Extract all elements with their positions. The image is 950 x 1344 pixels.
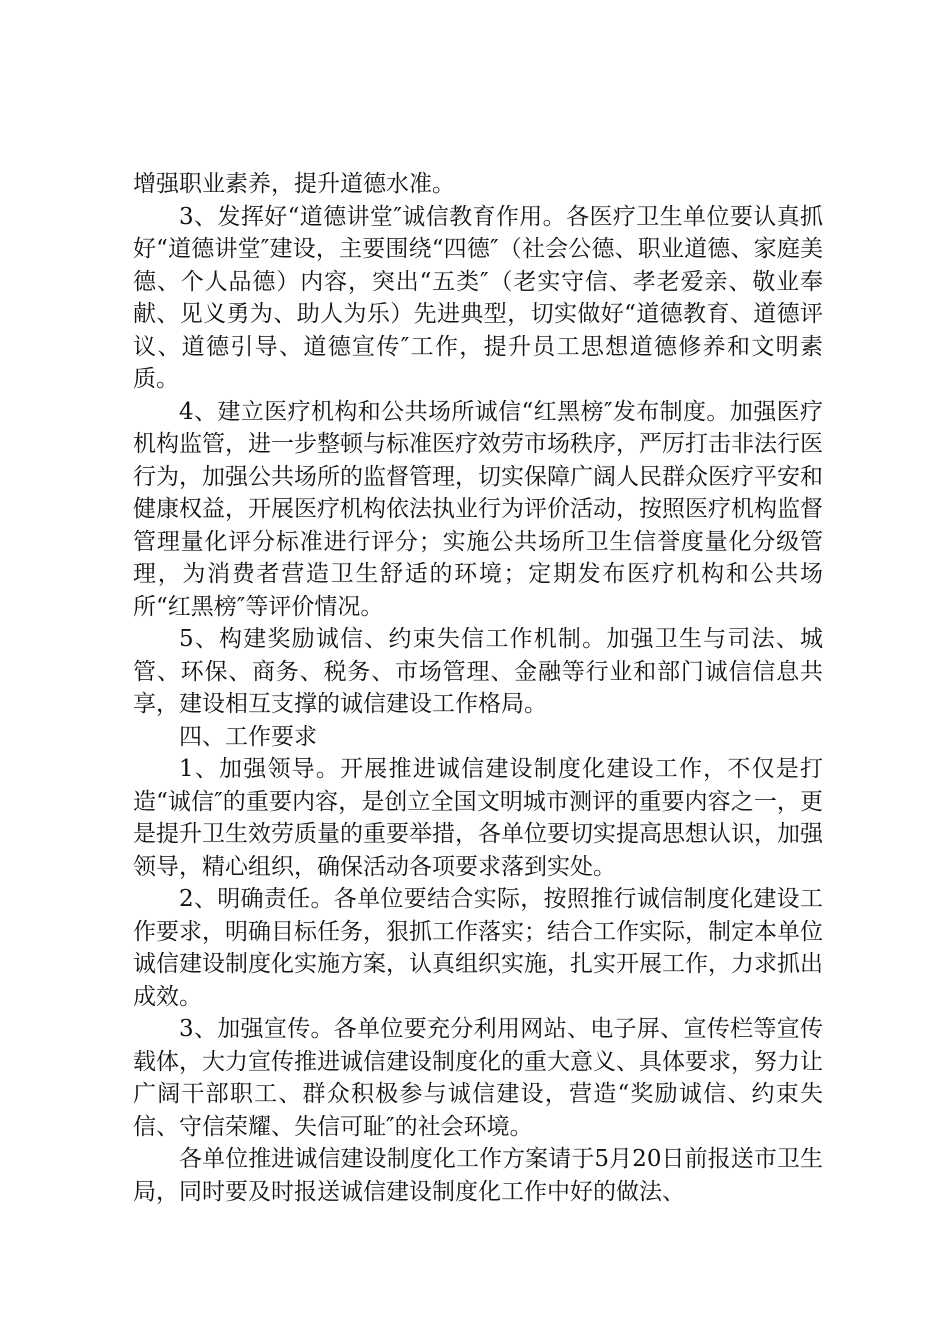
paragraph-strengthen-publicity: 3、加强宣传。各单位要充分利用网站、电子屏、宣传栏等宣传载体，大力宣传推进诚信建设制度化的重大意义、具体要求，努力让广阔干部职工、群众积极参与诚信建设，营造“奖励诚信、约束失信、守信荣耀、失信可耻″的社会环境。 xyxy=(133,1016,823,1140)
paragraph-clarify-responsibility: 2、明确责任。各单位要结合实际，按照推行诚信制度化建设工作要求，明确目标任务，狠抓工作落实；结合工作实际，制定本单位诚信建设制度化实施方案，认真组织实施，扎实开展工作，力求抓出成效。 xyxy=(133,886,823,1010)
section-heading-work-requirements: 四、工作要求 xyxy=(179,723,317,750)
document-body xyxy=(133,168,823,1208)
paragraph-incentive-mechanism: 5、构建奖励诚信、约束失信工作机制。加强卫生与司法、城管、环保、商务、税务、市场管理、金融等行业和部门诚信信息共享，建设相互支撑的诚信建设工作格局。 xyxy=(133,626,823,717)
paragraph-submission-deadline: 各单位推进诚信建设制度化工作方案请于5月20日前报送市卫生局，同时要及时报送诚信建设制度化工作中好的做法、 xyxy=(133,1146,823,1205)
paragraph-red-black-list: 4、建立医疗机构和公共场所诚信“红黑榜″发布制度。加强医疗机构监管，进一步整顿与标准医疗效劳市场秩序，严厉打击非法行医行为，加强公共场所的监督管理，切实保障广阔人民群众医疗平安和健康权益，开展医疗机构依法执业行为评价活动，按照医疗机构监督管理量化评分标准进行评分；实施公共场所卫生信誉度量化分级管理，为消费者营造卫生舒适的环境；定期发布医疗机构和公共场所“红黑榜″等评价情况。 xyxy=(133,398,823,620)
paragraph-moral-lecture-hall: 3、发挥好“道德讲堂″诚信教育作用。各医疗卫生单位要认真抓好“道德讲堂″建设，主要围绕“四德″（社会公德、职业道德、家庭美德、个人品德）内容，突出“五类″（老实守信、孝老爱亲、敬业奉献、见义勇为、助人为乐）先进典型，切实做好“道德教育、道德评议、道德引导、道德宣传″工作，提升员工思想道德修养和文明素质。 xyxy=(133,203,823,392)
paragraph-continuation: 增强职业素养，提升道德水准。 xyxy=(133,171,455,197)
paragraph-strengthen-leadership: 1、加强领导。开展推进诚信建设制度化建设工作，不仅是打造“诚信″的重要内容，是创立全国文明城市测评的重要内容之一，更是提升卫生效劳质量的重要举措，各单位要切实提高思想认识，加强领导，精心组织，确保活动各项要求落到实处。 xyxy=(133,756,823,880)
